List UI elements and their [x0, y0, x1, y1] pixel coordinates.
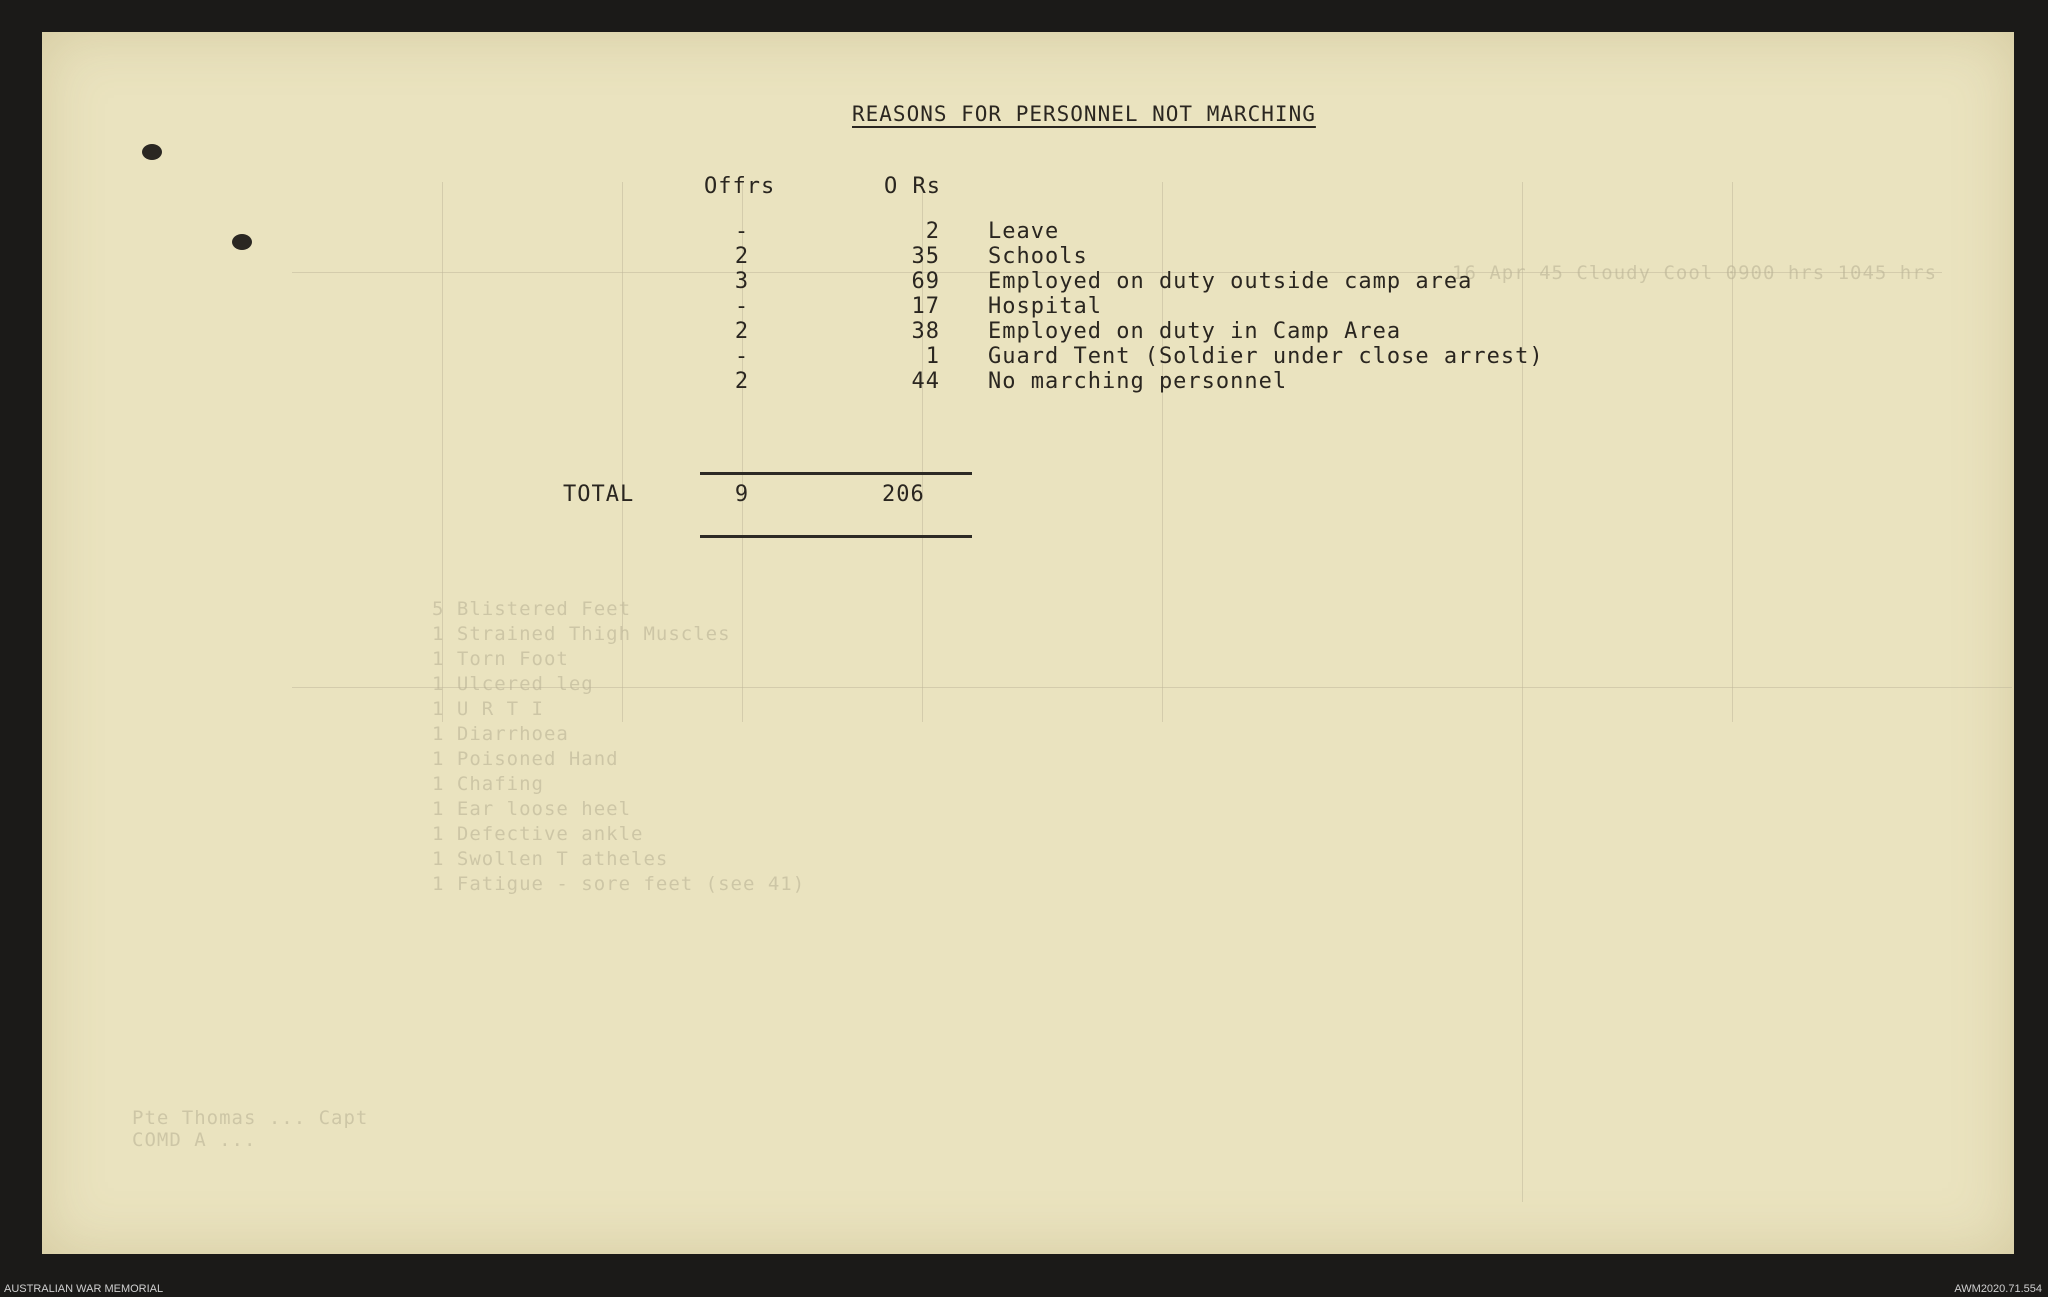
total-rule-top: [700, 472, 972, 475]
offrs-cell: -: [734, 344, 750, 369]
document-title: REASONS FOR PERSONNEL NOT MARCHING: [852, 102, 1316, 126]
offrs-cell: -: [734, 219, 750, 244]
total-ors: 206: [882, 482, 925, 507]
ors-cell: 38: [911, 319, 940, 344]
col-header-offrs: Offrs: [704, 174, 776, 199]
offrs-cell: 2: [734, 319, 750, 344]
ors-cell: 1: [925, 344, 940, 369]
reason-cell: Employed on duty in Camp Area: [988, 319, 1402, 344]
reason-cell: Guard Tent (Soldier under close arrest): [988, 344, 1544, 369]
reason-cell: Schools: [988, 244, 1088, 269]
offrs-cell: 3: [734, 269, 750, 294]
total-label: TOTAL: [563, 482, 635, 507]
ors-cell: 44: [911, 369, 940, 394]
ors-cell: 35: [911, 244, 940, 269]
total-rule-bottom: [700, 535, 972, 538]
ors-cell: 17: [911, 294, 940, 319]
total-offrs: 9: [734, 482, 750, 507]
offrs-cell: 2: [734, 369, 750, 394]
reason-cell: Hospital: [988, 294, 1102, 319]
footer-archive-name: AUSTRALIAN WAR MEMORIAL: [4, 1283, 164, 1295]
ors-cell: 2: [925, 219, 940, 244]
offrs-cell: -: [734, 294, 750, 319]
col-header-ors: O Rs: [884, 174, 941, 199]
reason-cell: Employed on duty outside camp area: [988, 269, 1473, 294]
offrs-cell: 2: [734, 244, 750, 269]
reason-cell: Leave: [988, 219, 1060, 244]
punch-hole: [232, 234, 252, 250]
ors-cell: 69: [911, 269, 940, 294]
document-page: 16 Apr 45 Cloudy Cool 0900 hrs 1045 hrs 5 Blistered Feet 1 Strained Thigh Muscles 1 Torn Foot 1 Ulcered leg 1 U R T I 1 Diarrhoea 1 Poisoned Hand 1 Chafing 1 Ear loose heel 1 Defective ankle 1 Swollen T atheles 1 Fatigue - sore feet (see 41) Pte Thomas ... Capt COMD A ... REASONS FOR PERSONNEL NOT MARCHING Offrs O Rs - 2 Leave 2 35 Schools 3 69 Employed on duty outside camp area - 17 Hospital 2 38 Employed on duty in Camp Area - 1 Guard Tent (Soldier under close arrest) 2 44 No marching personnel TOTAL 9 206: [42, 32, 2014, 1254]
reason-cell: No marching personnel: [988, 369, 1288, 394]
footer-archive-id: AWM2020.71.554: [1954, 1283, 2042, 1295]
punch-hole: [142, 144, 162, 160]
